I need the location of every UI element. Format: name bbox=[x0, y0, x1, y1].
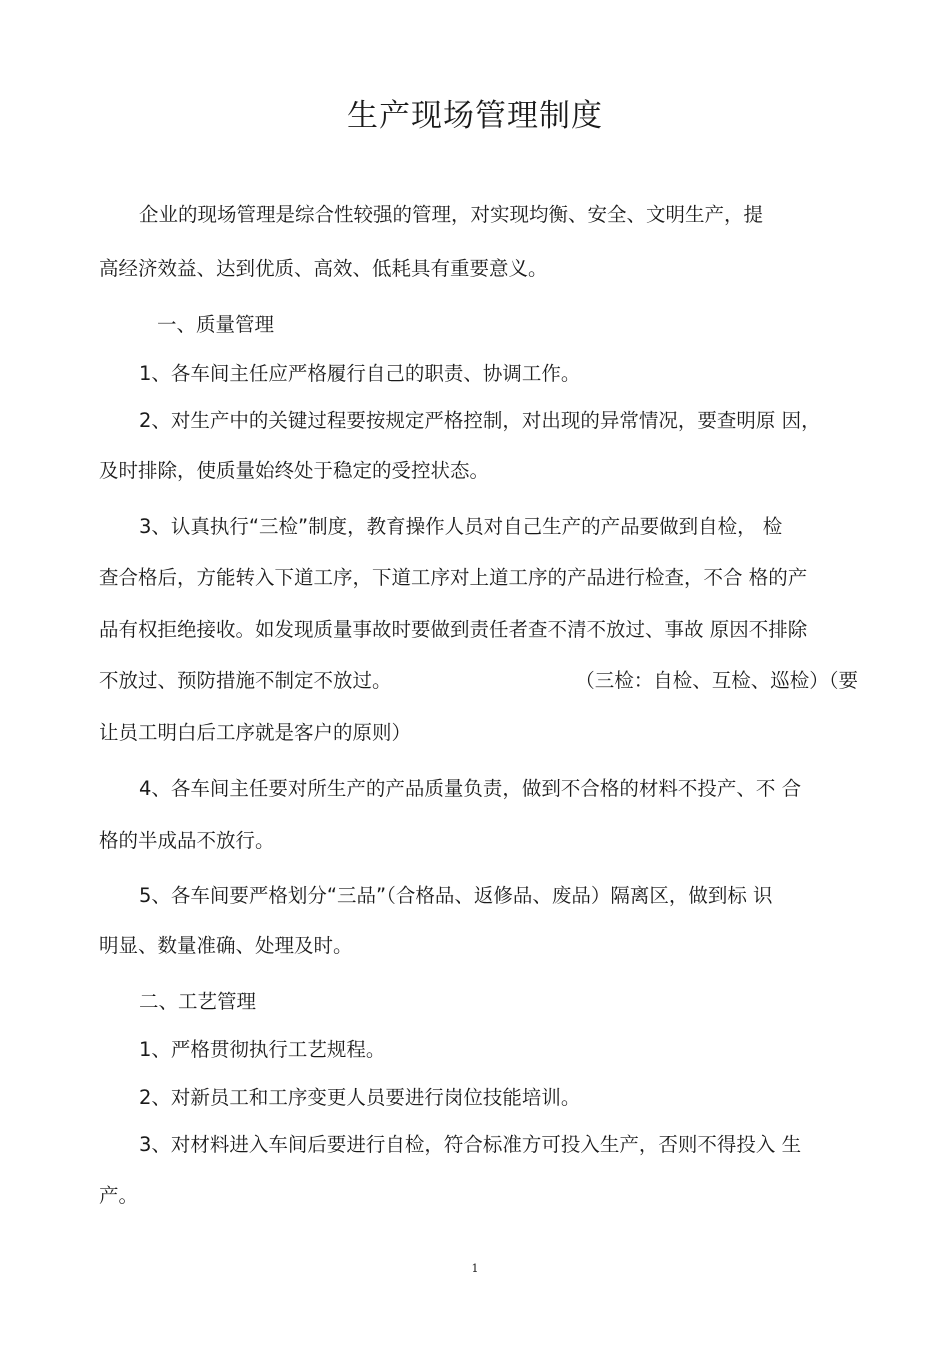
quality-item-1: 1、各车间主任应严格履行自己的职责、协调工作。 bbox=[139, 362, 581, 385]
quality-item-3-line-3: 品有权拒绝接收。如发现质量事故时要做到责任者查不清不放过、事故 原因不排除 bbox=[99, 618, 808, 641]
quality-item-3-line-5: 让员工明白后工序就是客户的原则） bbox=[99, 721, 412, 744]
page-number: 1 bbox=[471, 1262, 479, 1275]
document-title: 生产现场管理制度 bbox=[347, 98, 603, 134]
process-item-1: 1、严格贯彻执行工艺规程。 bbox=[139, 1038, 386, 1061]
quality-item-4-line-2: 格的半成品不放行。 bbox=[99, 829, 275, 852]
section-heading-process: 二、工艺管理 bbox=[139, 990, 257, 1013]
quality-item-2-line-2: 及时排除，使质量始终处于稳定的受控状态。 bbox=[99, 459, 490, 482]
quality-item-4-line-1: 4、各车间主任要对所生产的产品质量负责，做到不合格的材料不投产、不 合 bbox=[139, 777, 802, 800]
section-heading-quality: 一、质量管理 bbox=[157, 313, 275, 336]
intro-line-1: 企业的现场管理是综合性较强的管理，对实现均衡、安全、文明生产，提 bbox=[139, 203, 764, 226]
quality-item-3-line-4a: 不放过、预防措施不制定不放过。 bbox=[99, 669, 392, 692]
quality-item-5-line-1: 5、各车间要严格划分“三品”（合格品、返修品、废品）隔离区，做到标 识 bbox=[139, 884, 773, 907]
process-item-2: 2、对新员工和工序变更人员要进行岗位技能培训。 bbox=[139, 1086, 581, 1109]
quality-item-3-line-1: 3、认真执行“三检”制度，教育操作人员对自己生产的产品要做到自检， 检 bbox=[139, 515, 783, 538]
quality-item-3-line-2: 查合格后，方能转入下道工序，下道工序对上道工序的产品进行检查，不合 格的产 bbox=[99, 566, 808, 589]
quality-item-3-line-4b: （三检：自检、互检、巡检）（要 bbox=[575, 669, 858, 692]
quality-item-2-line-1: 2、对生产中的关键过程要按规定严格控制，对出现的异常情况，要查明原 因， bbox=[139, 409, 821, 432]
process-item-3-line-2: 产。 bbox=[99, 1184, 139, 1207]
process-item-3-line-1: 3、对材料进入车间后要进行自检，符合标准方可投入生产，否则不得投入 生 bbox=[139, 1133, 802, 1156]
quality-item-5-line-2: 明显、数量准确、处理及时。 bbox=[99, 934, 353, 957]
intro-line-2: 高经济效益、达到优质、高效、低耗具有重要意义。 bbox=[99, 257, 548, 280]
